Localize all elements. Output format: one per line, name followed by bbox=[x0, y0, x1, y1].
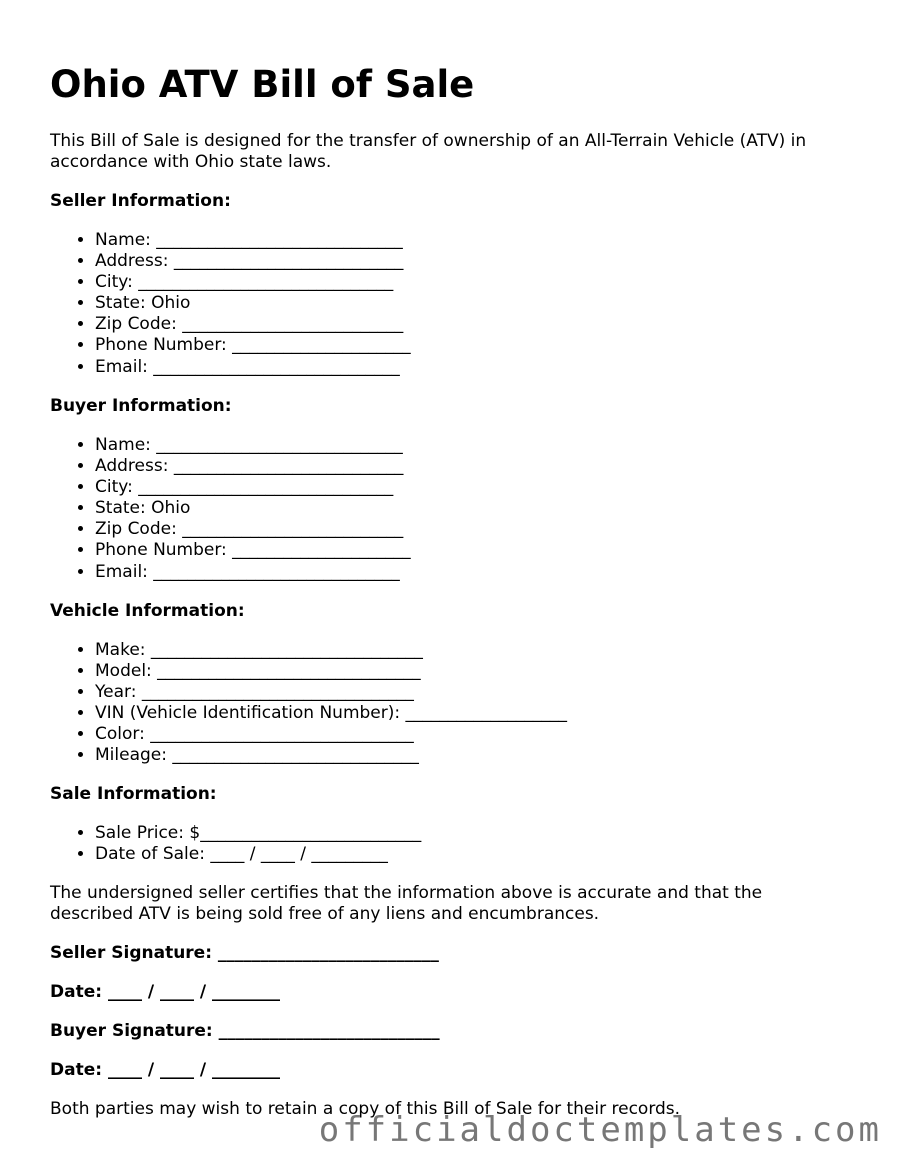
seller-phone-field: • Phone Number: _____________________ bbox=[95, 335, 411, 356]
seller-signature-line: Seller Signature: __________________________ bbox=[50, 943, 439, 963]
seller-heading: Seller Information: bbox=[50, 191, 231, 211]
closing-note: Both parties may wish to retain a copy of this Bill of Sale for their records. bbox=[50, 1099, 681, 1119]
seller-address-field: • Address: ___________________________ bbox=[95, 251, 411, 272]
seller-state-field: • State: Ohio bbox=[95, 293, 411, 314]
buyer-date-line: Date: ____ / ____ / ________ bbox=[50, 1060, 281, 1080]
seller-email-field: • Email: _____________________________ bbox=[95, 357, 411, 378]
vehicle-make-field: • Make: ________________________________ bbox=[95, 640, 567, 661]
vehicle-fields bbox=[50, 640, 567, 767]
vehicle-vin-field: • VIN (Vehicle Identification Number): ___________________ bbox=[95, 703, 567, 724]
buyer-heading: Buyer Information: bbox=[50, 396, 232, 416]
seller-fields bbox=[50, 230, 411, 378]
seller-name-field: • Name: _____________________________ bbox=[95, 230, 411, 251]
sale-fields bbox=[50, 823, 421, 865]
sale-date-field: • Date of Sale: ____ / ____ / _________ bbox=[95, 844, 421, 865]
intro-paragraph: This Bill of Sale is designed for the transfer of ownership of an All-Terrain Vehicle (ATV) in accordance with Ohio state laws. bbox=[50, 131, 807, 172]
buyer-city-field: • City: ______________________________ bbox=[95, 477, 411, 498]
page-title: Ohio ATV Bill of Sale bbox=[50, 63, 475, 106]
vehicle-year-field: • Year: ________________________________ bbox=[95, 682, 567, 703]
sale-heading: Sale Information: bbox=[50, 784, 217, 804]
buyer-fields bbox=[50, 435, 411, 583]
buyer-name-field: • Name: _____________________________ bbox=[95, 435, 411, 456]
vehicle-model-field: • Model: _______________________________ bbox=[95, 661, 567, 682]
seller-city-field: • City: ______________________________ bbox=[95, 272, 411, 293]
certification-paragraph: The undersigned seller certifies that the information above is accurate and that the described ATV is being sold free of any liens and encumbrances. bbox=[50, 883, 763, 924]
seller-zip-field: • Zip Code: __________________________ bbox=[95, 314, 411, 335]
seller-date-line: Date: ____ / ____ / ________ bbox=[50, 982, 281, 1002]
buyer-email-field: • Email: _____________________________ bbox=[95, 562, 411, 583]
buyer-zip-field: • Zip Code: __________________________ bbox=[95, 519, 411, 540]
buyer-address-field: • Address: ___________________________ bbox=[95, 456, 411, 477]
buyer-signature-line: Buyer Signature: __________________________ bbox=[50, 1021, 440, 1041]
vehicle-mileage-field: • Mileage: _____________________________ bbox=[95, 745, 567, 766]
buyer-state-field: • State: Ohio bbox=[95, 498, 411, 519]
vehicle-color-field: • Color: _______________________________ bbox=[95, 724, 567, 745]
vehicle-heading: Vehicle Information: bbox=[50, 601, 245, 621]
buyer-phone-field: • Phone Number: _____________________ bbox=[95, 540, 411, 561]
sale-price-field: • Sale Price: $__________________________ bbox=[95, 823, 421, 844]
watermark: officialdoctemplates.com bbox=[318, 1110, 882, 1150]
